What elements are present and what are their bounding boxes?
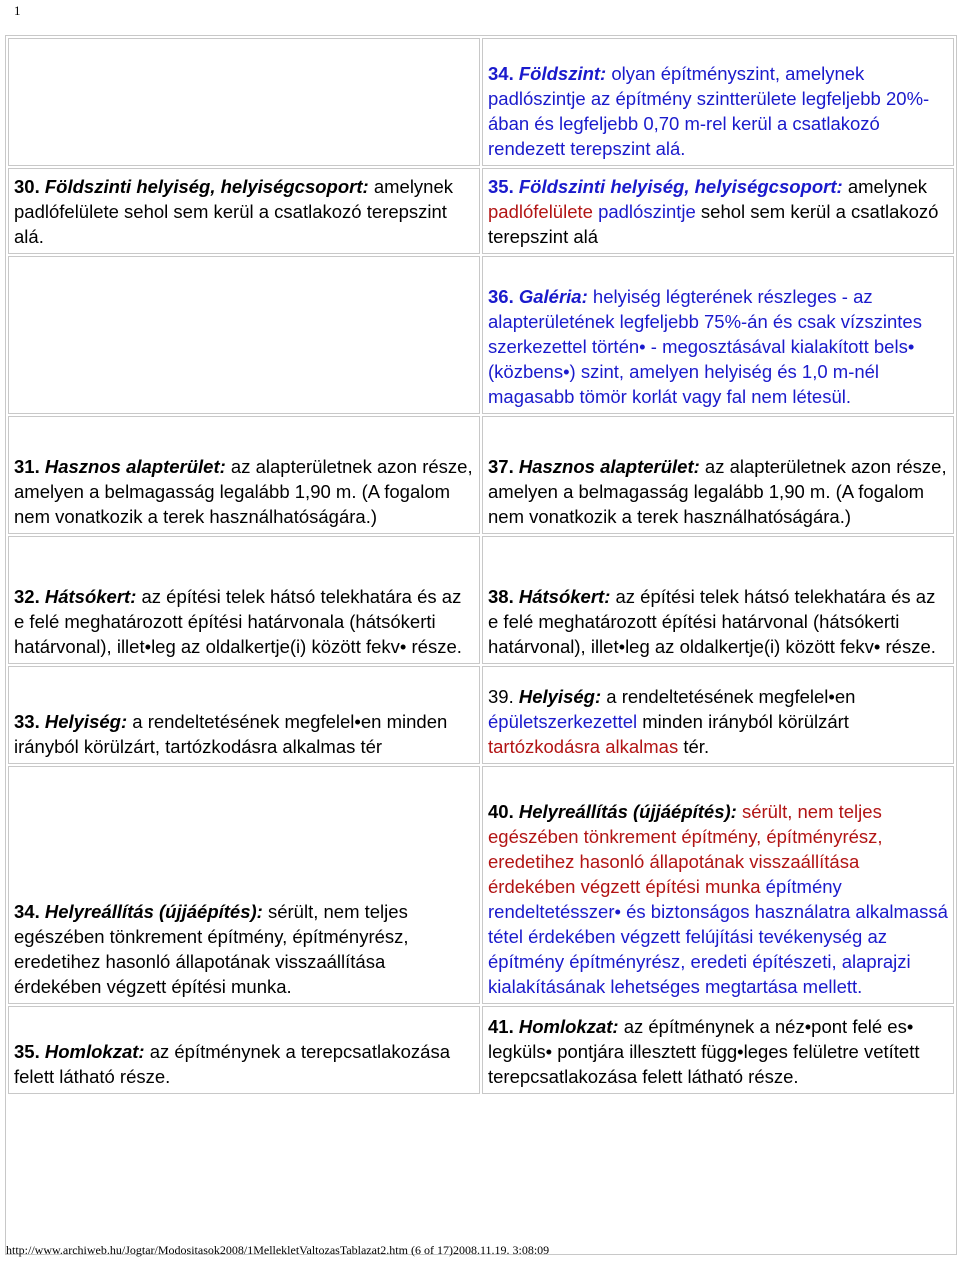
definition-text-segment: sehol sem kerül a csatlakozó terepszint alá [488,201,939,247]
definition-text-segment: amelynek padlófelülete sehol sem kerül a csatlakozó terepszint alá. [14,176,454,247]
definition-text-segment: 36. [488,286,519,307]
definition-text-segment: az építménynek a terepcsatlakozása felett látható része. [14,1041,450,1087]
old-definition-cell [8,256,480,414]
definition-text-segment: 32. [14,586,45,607]
comparison-table-body [8,38,954,1252]
definition-text-segment: az építési telek hátsó telekhatára és az e felé meghatározott építési határvonala (hátsókerti határvonal), illet•leg az oldalkertje(i) között fekv• része. [14,586,462,657]
empty-row [8,1096,954,1252]
definition-text-segment: 33. [14,711,45,732]
definition-text-segment: padlószintje [598,201,696,222]
definition-text-segment: tér. [678,736,710,757]
definition-text-segment: 39. [488,686,519,707]
old-definition-cell [8,1006,480,1094]
definition-text-segment: sérült, nem teljes egészében tönkrement építmény, építményrész, eredetihez hasonló állapotának visszaállítása érdekében végzett építési munka. [14,901,409,997]
table-row [8,416,954,534]
old-definition-cell [8,536,480,664]
definition-text-segment: az építménynek a néz•pont felé es• legküls• pontjára illesztett függ•leges felületre vetített terepcsatlakozása felett látható része. [488,1016,920,1087]
definition-text-segment: épületszerkezettel [488,711,638,732]
definition-text-segment: Hasznos alapterület: [518,456,700,477]
table-row [8,168,954,254]
definition-text-segment: 35. [488,176,519,197]
old-definition-cell [8,666,480,764]
definition-text-segment: Hátsókert: [518,586,611,607]
definition-text-segment: a rendeltetésének megfelel•en minden irányból körülzárt, tartózkodásra alkalmas tér [14,711,448,757]
definition-text-segment: 41. [488,1016,519,1037]
definition-text-segment: padlófelülete [488,201,593,222]
new-definition-cell [482,1006,954,1094]
old-definition-cell [8,38,480,166]
definition-text-segment: 38. [488,586,519,607]
definition-text-segment: Homlokzat: [44,1041,145,1062]
page-footer-url: http://www.archiweb.hu/Jogtar/Modositasok2008/1MellekletValtozasTablazat2.htm (6 of 17)2008.11.19. 3:08:09 [6,1243,550,1257]
comparison-table [5,35,957,1255]
old-definition-cell [8,168,480,254]
table-row [8,38,954,166]
new-definition-cell [482,256,954,414]
definition-text-segment: az alapterületnek azon része, amelyen a belmagasság legalább 1,90 m. (A fogalom nem vonatkozik a terek használhatóságára.) [14,456,473,527]
definition-text-segment: Homlokzat: [518,1016,619,1037]
definition-text-segment: építmény rendeltetésszer• és biztonságos használatra alkalmassá tétel érdekében végzett felújítási tevékenység az építmény építményrész, eredeti építészeti, alaprajzi kialakításának lehetséges megtartása mellett. [488,876,948,997]
definition-text-segment: Helyreállítás (újjáépítés): [44,901,263,922]
definition-text-segment: minden irányból körülzárt [637,711,849,732]
definition-text-segment: 40. [488,801,519,822]
new-definition-cell [482,416,954,534]
definition-text-segment: 31. [14,456,45,477]
definition-text-segment: 34. [488,63,519,84]
definition-text-segment: Földszinti helyiség, helyiségcsoport: [44,176,369,197]
table-row [8,536,954,664]
new-definition-cell [482,38,954,166]
old-definition-cell [8,416,480,534]
definition-text-segment: 35. [14,1041,45,1062]
definition-text-segment: a rendeltetésének megfelel•en [601,686,856,707]
definition-text-segment: helyiség légterének részleges - az alapterületének legfeljebb 75%-án és csak vízszintes szerkezettel történ• - megosztásával kialakított bels• (közbens•) szint, amelyen helyiség és 1,0 m-nél magasabb tömör korlát vagy fal nem létesül. [488,286,922,407]
definition-text-segment: az építési telek hátsó telekhatára és az e felé meghatározott építési határvonal (hátsókerti határvonal), illet•leg az oldalkertje(i) között fekv• része. [488,586,936,657]
old-definition-cell [8,766,480,1004]
definition-text-segment: Hátsókert: [44,586,137,607]
definition-text-segment: az alapterületnek azon része, amelyen a belmagasság legalább 1,90 m. (A fogalom nem vonatkozik a terek használhatóságára.) [488,456,947,527]
definition-text-segment: 34. [14,901,45,922]
definition-text-segment: 30. [14,176,45,197]
definition-text-segment: Helyiség: [518,686,602,707]
new-definition-cell [482,536,954,664]
new-definition-cell [482,168,954,254]
definition-text-segment: Hasznos alapterület: [44,456,226,477]
definition-text-segment: olyan építményszint, amelynek padlószintje az építmény szintterülete legfeljebb 20%-ában és legfeljebb 0,70 m-rel kerül a csatlakozó rendezett terepszint alá. [488,63,930,159]
table-row [8,1006,954,1094]
definition-text-segment: amelynek [842,176,928,197]
page-number: 1 [14,3,21,18]
table-row [8,666,954,764]
new-definition-cell [482,666,954,764]
new-definition-cell [482,766,954,1004]
definition-text-segment: tartózkodásra alkalmas [488,736,679,757]
definition-text-segment: Galéria: [518,286,588,307]
table-row [8,256,954,414]
definition-text-segment: Helyreállítás (újjáépítés): [518,801,737,822]
definition-text-segment: sérült, nem teljes egészében tönkrement építmény, építményrész, eredetihez hasonló állapotának visszaállítása érdekében végzett építési munka [488,801,883,897]
definition-text-segment: Helyiség: [44,711,128,732]
empty-cell [8,1096,954,1252]
definition-text-segment: Földszinti helyiség, helyiségcsoport: [518,176,843,197]
definition-text-segment: 37. [488,456,519,477]
table-row [8,766,954,1004]
definition-text-segment: Földszint: [518,63,607,84]
